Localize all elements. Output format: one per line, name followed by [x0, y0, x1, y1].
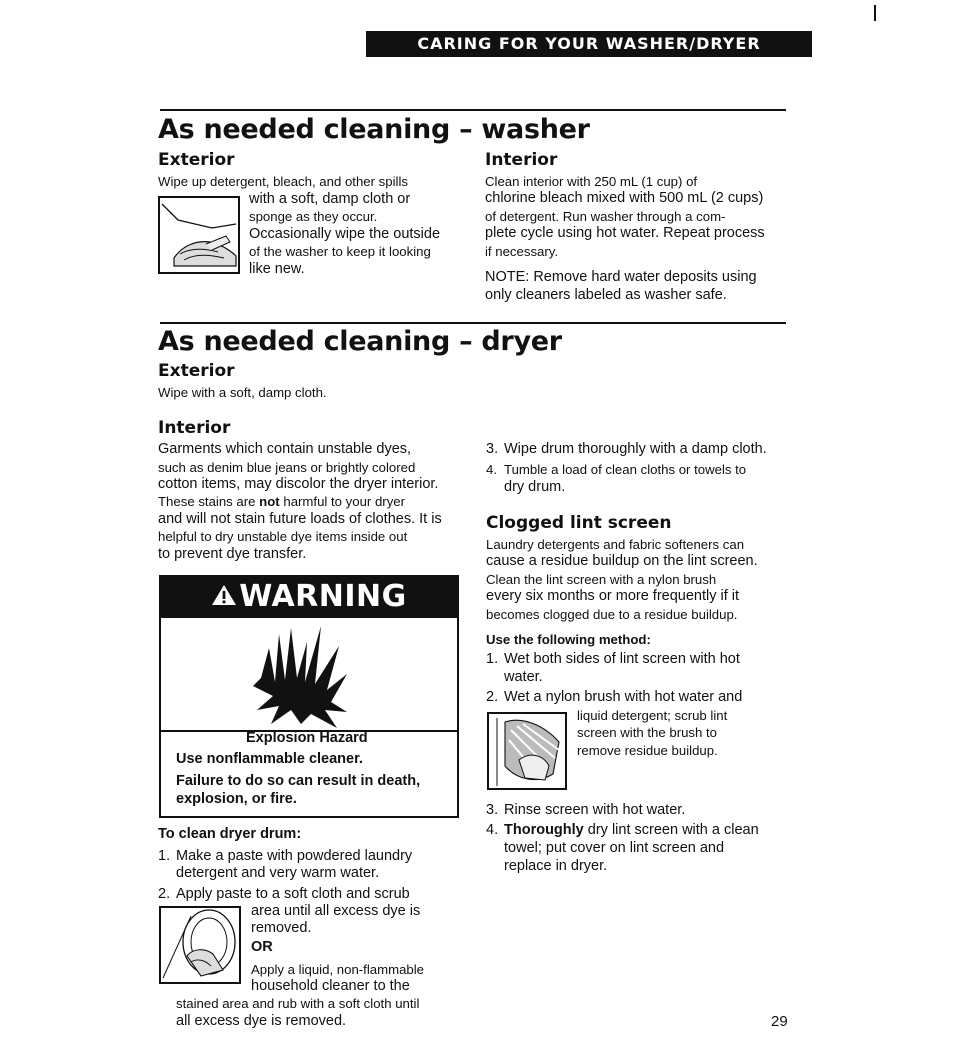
lint-step-cont: water.	[504, 669, 543, 685]
section-header: CARING FOR YOUR WASHER/DRYER	[366, 31, 812, 57]
clean-drum-step-cont: Apply a liquid, non-flammable	[251, 962, 424, 977]
clean-drum-step: 4. Tumble a load of clean cloths or towels to	[486, 462, 747, 477]
clean-drum-step-cont: all excess dye is removed.	[176, 1013, 347, 1029]
brush-scrubbing-icon	[489, 714, 565, 788]
washer-title: As needed cleaning – washer	[158, 114, 590, 145]
dryer-interior-heading: Interior	[158, 418, 231, 438]
lint-step-cont: replace in dryer.	[504, 858, 608, 874]
washer-exterior-line: with a soft, damp cloth or	[249, 191, 411, 207]
dryer-interior-line: These stains are not harmful to your dryer	[158, 494, 406, 509]
dryer-interior-line: and will not stain future loads of clothes. It is	[158, 511, 442, 527]
warning-line: Failure to do so can result in death,	[176, 773, 421, 789]
lint-step: 4. Thoroughly dry lint screen with a clean	[486, 822, 759, 838]
lint-step: 2. Wet a nylon brush with hot water and	[486, 689, 743, 705]
section-rule	[160, 322, 786, 324]
lint-step: 1. Wet both sides of lint screen with hot	[486, 651, 740, 667]
dryer-interior-line: helpful to dry unstable dye items inside out	[158, 529, 408, 544]
clean-drum-heading: To clean dryer drum:	[158, 826, 302, 842]
section-rule	[160, 109, 786, 111]
washer-interior-line: chlorine bleach mixed with 500 mL (2 cups)	[485, 190, 764, 206]
lint-step-cont: towel; put cover on lint screen and	[504, 840, 725, 856]
warning-triangle-icon	[211, 577, 237, 619]
warning-line: Use nonflammable cleaner.	[176, 751, 363, 767]
washer-interior-heading: Interior	[485, 150, 558, 170]
clean-drum-step: 3. Wipe drum thoroughly with a damp cloth.	[486, 441, 767, 457]
dryer-interior-line: to prevent dye transfer.	[158, 546, 307, 562]
lint-step-cont: screen with the brush to	[577, 725, 718, 740]
dryer-interior-line: cotton items, may discolor the dryer interior.	[158, 476, 439, 492]
clean-drum-step: 1. Make a paste with powdered laundry	[158, 848, 413, 864]
lint-line: cause a residue buildup on the lint screen.	[486, 553, 758, 569]
explosion-icon	[161, 620, 457, 730]
warning-title: WARNING	[161, 576, 457, 618]
washer-exterior-line: sponge as they occur.	[249, 209, 378, 224]
clean-drum-or: OR	[251, 939, 273, 955]
explosion-hazard-illustration	[161, 620, 457, 730]
dryer-interior-line: Garments which contain unstable dyes,	[158, 441, 412, 457]
lint-line: Laundry detergents and fabric softeners can	[486, 537, 745, 552]
page-number: 29	[771, 1013, 788, 1030]
washer-note-line: only cleaners labeled as washer safe.	[485, 287, 727, 303]
washer-note-line: NOTE: Remove hard water deposits using	[485, 269, 757, 285]
clean-drum-step-cont: area until all excess dye is	[251, 903, 421, 919]
wipe-illustration	[158, 196, 240, 274]
washer-exterior-heading: Exterior	[158, 150, 235, 170]
lint-step-cont: remove residue buildup.	[577, 743, 718, 758]
dryer-title: As needed cleaning – dryer	[158, 326, 562, 357]
warning-hazard: Explosion Hazard	[246, 730, 368, 746]
lint-line: Clean the lint screen with a nylon brush	[486, 572, 717, 587]
lint-heading: Clogged lint screen	[486, 513, 672, 533]
washer-exterior-line: of the washer to keep it looking	[249, 244, 431, 259]
washer-exterior-line: Occasionally wipe the outside	[249, 226, 441, 242]
lint-line: becomes clogged due to a residue buildup.	[486, 607, 738, 622]
lint-line: every six months or more frequently if it	[486, 588, 740, 604]
hand-wiping-icon	[160, 198, 238, 272]
margin-tick	[874, 5, 876, 21]
lint-step: 3. Rinse screen with hot water.	[486, 802, 686, 818]
lint-step-cont: liquid detergent; scrub lint	[577, 708, 728, 723]
washer-interior-line: Clean interior with 250 mL (1 cup) of	[485, 174, 698, 189]
dryer-exterior-heading: Exterior	[158, 361, 235, 381]
clean-drum-step: 2. Apply paste to a soft cloth and scrub	[158, 886, 410, 902]
scrub-drum-illustration	[159, 906, 241, 984]
clean-drum-step-cont: dry drum.	[504, 479, 566, 495]
washer-interior-line: if necessary.	[485, 244, 559, 259]
clean-drum-step-cont: detergent and very warm water.	[176, 865, 380, 881]
hand-scrubbing-icon	[161, 908, 239, 982]
warning-line: explosion, or fire.	[176, 791, 297, 807]
dryer-interior-line: such as denim blue jeans or brightly colored	[158, 460, 416, 475]
washer-interior-line: plete cycle using hot water. Repeat process	[485, 225, 765, 241]
clean-drum-step-cont: stained area and rub with a soft cloth until	[176, 996, 420, 1011]
washer-exterior-line: Wipe up detergent, bleach, and other spills	[158, 174, 408, 189]
washer-interior-line: of detergent. Run washer through a com-	[485, 209, 726, 224]
brush-lint-illustration	[487, 712, 567, 790]
washer-exterior-line: like new.	[249, 261, 305, 277]
lint-method-heading: Use the following method:	[486, 632, 651, 647]
clean-drum-step-cont: removed.	[251, 920, 312, 936]
dryer-exterior-text: Wipe with a soft, damp cloth.	[158, 385, 327, 400]
clean-drum-step-cont: household cleaner to the	[251, 978, 410, 994]
